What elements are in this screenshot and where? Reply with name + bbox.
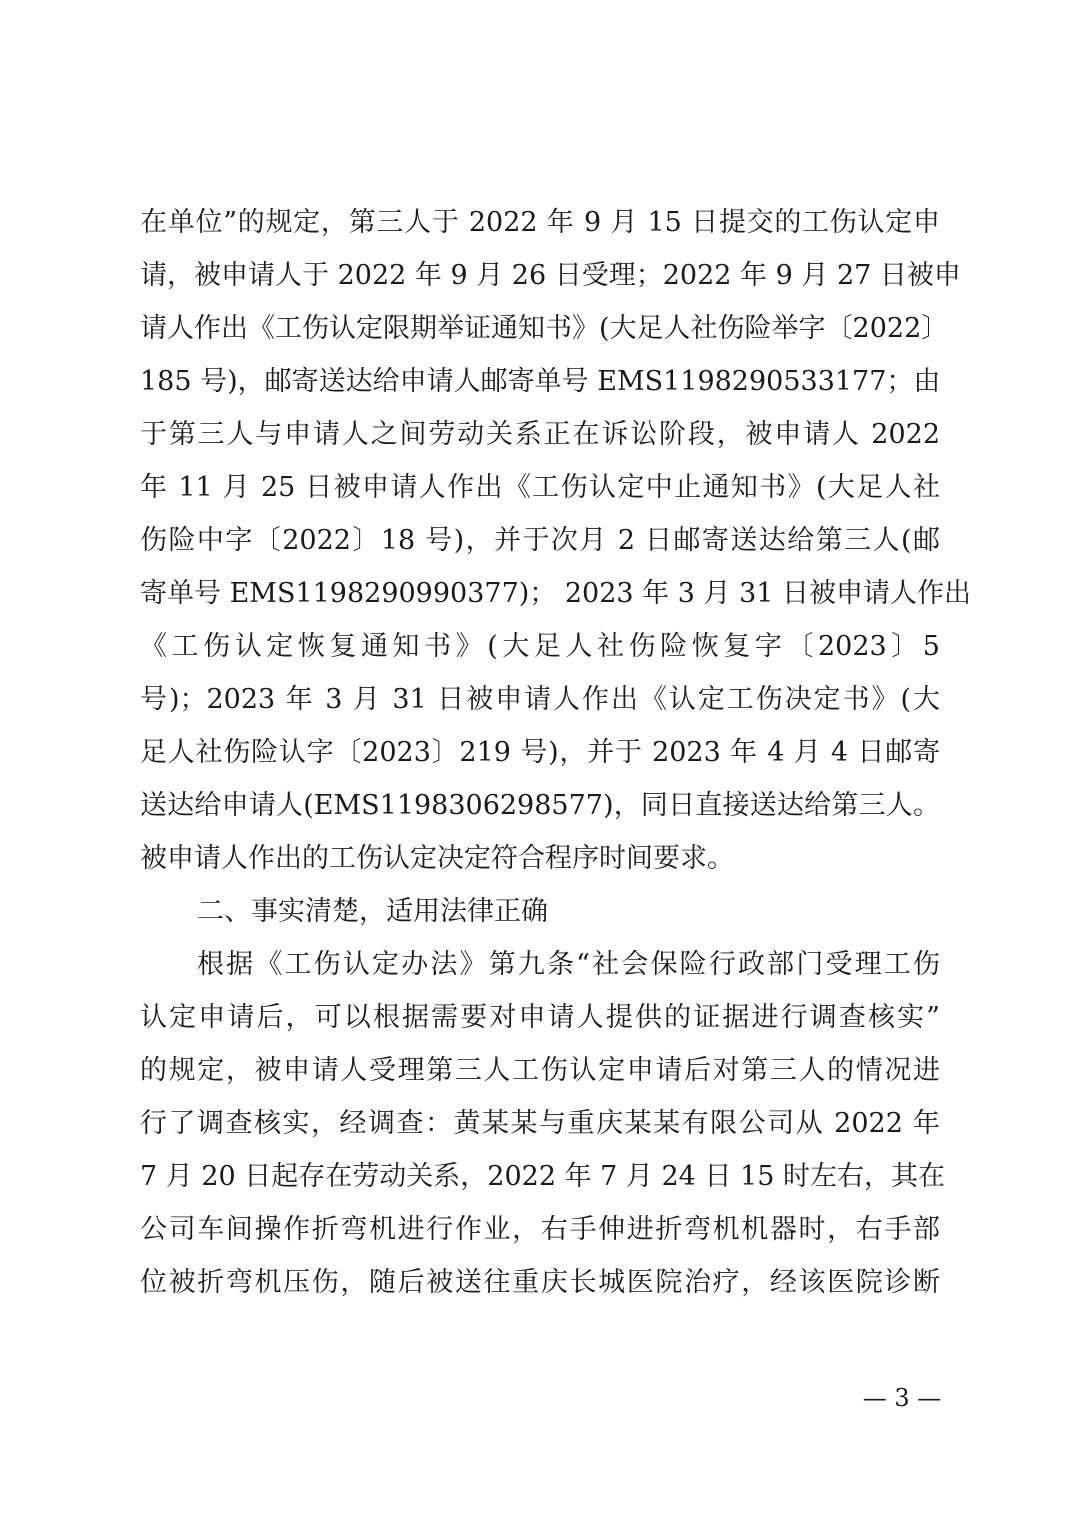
text-line-4: 185 号)，邮寄送达给申请人邮寄单号 EMS1198290533177；由	[140, 366, 941, 397]
text-line-1: 在单位”的规定，第三人于 2022 年 9 月 15 日提交的工伤认定申	[140, 207, 940, 238]
section-heading: 二、事实清楚，适用法律正确	[197, 896, 548, 927]
text-line-19: 7 月 20 日起存在劳动关系，2022 年 7 月 24 日 15 时左右，其在	[140, 1161, 945, 1192]
text-line-13: 被申请人作出的工伤认定决定符合程序时间要求。	[140, 843, 734, 874]
text-line-12: 送达给申请人(EMS1198306298577)，同日直接送达给第三人。	[140, 790, 940, 821]
text-line-2: 请，被申请人于 2022 年 9 月 26 日受理；2022 年 9 月 27 日被申	[140, 260, 961, 291]
text-line-18: 行了调查核实，经调查：黄某某与重庆某某有限公司从 2022 年	[140, 1108, 940, 1139]
text-line-15: 根据《工伤认定办法》第九条“社会保险行政部门受理工伤	[197, 949, 940, 980]
text-line-6: 年 11 月 25 日被申请人作出《工伤认定中止通知书》(大足人社	[140, 472, 940, 503]
text-line-3: 请人作出《工伤认定限期举证通知书》(大足人社伤险举字〔2022〕	[140, 313, 949, 344]
text-line-8: 寄单号 EMS1198290990377)； 2023 年 3 月 31 日被申请人作出	[140, 578, 972, 609]
text-line-16: 认定申请后，可以根据需要对申请人提供的证据进行调查核实”	[140, 1002, 940, 1033]
text-line-10: 号)；2023 年 3 月 31 日被申请人作出《认定工伤决定书》(大	[140, 684, 940, 715]
text-line-21: 位被折弯机压伤，随后被送往重庆长城医院治疗，经该医院诊断	[140, 1267, 940, 1298]
text-line-7: 伤险中字〔2022〕18 号)，并于次月 2 日邮寄送达给第三人(邮	[140, 525, 940, 556]
text-line-5: 于第三人与申请人之间劳动关系正在诉讼阶段，被申请人 2022	[140, 419, 940, 450]
text-line-9: 《工伤认定恢复通知书》(大足人社伤险恢复字〔2023〕5	[140, 631, 940, 662]
page-number: — 3 —	[862, 1384, 942, 1412]
text-line-20: 公司车间操作折弯机进行作业，右手伸进折弯机机器时，右手部	[140, 1214, 940, 1245]
text-line-17: 的规定，被申请人受理第三人工伤认定申请后对第三人的情况进	[140, 1055, 940, 1086]
text-line-11: 足人社伤险认字〔2023〕219 号)，并于 2023 年 4 月 4 日邮寄	[140, 737, 940, 768]
